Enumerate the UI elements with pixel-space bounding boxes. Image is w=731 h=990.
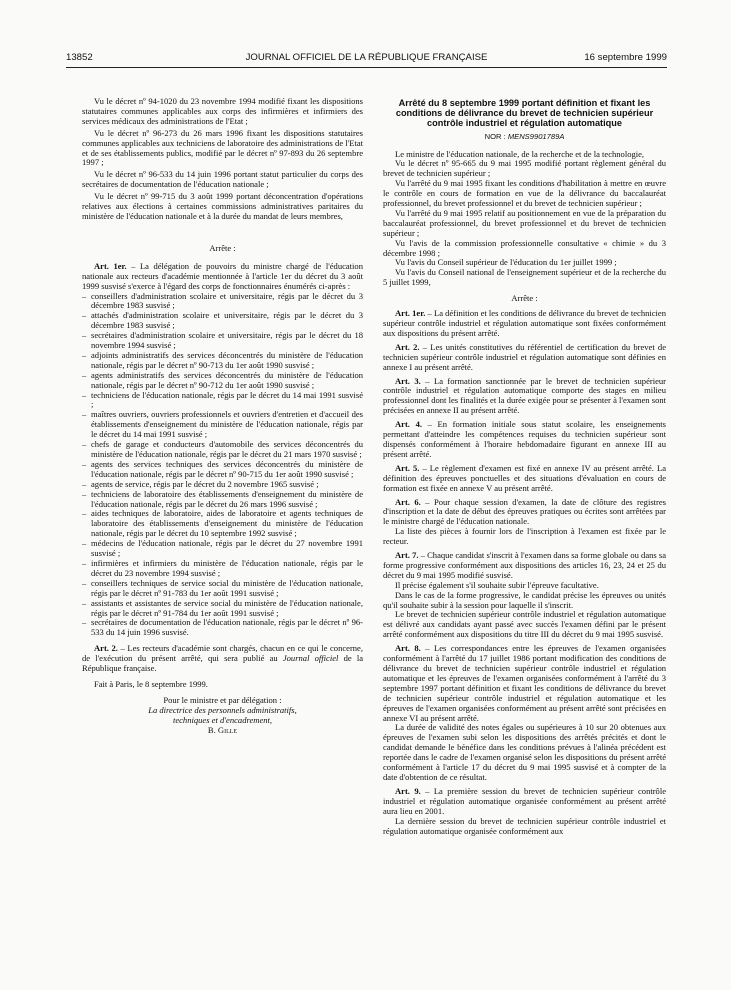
article-label: Art. 2. [94, 643, 118, 654]
article-continuation [383, 723, 666, 782]
article-label: Art. 2. [395, 341, 420, 352]
article-text: Il précise également s'il souhaite subir l'épreuve facultative. [395, 579, 599, 590]
article-text: de la République française. [82, 653, 363, 674]
list-item: – secrétaires de documentation de l'éducation nationale, régis par le décret nº 96-533 du 14 juin 1996 susvisé. [82, 618, 363, 638]
article-text: – Pour chaque session d'examen, la date de clôture des registres d'inscription et la date de début des épreuves pratiques ou écrites sont arrêtées par le ministre chargé de l'éducation nationale. [383, 496, 666, 527]
nor-reference [383, 132, 666, 142]
list-item: – chefs de garage et conducteurs d'automobile des services déconcentrés du ministère de l'éducation nationale, régis par le décret du 21 mars 1970 susvisé ; [82, 440, 363, 460]
article-label: Art. 3. [395, 375, 421, 386]
visa-paragraph: Vu l'avis du Conseil national de l'enseignement supérieur et de la recherche du 5 juillet 1999, [383, 267, 666, 288]
article-text: – Les recteurs d'académie sont chargés, chacun en ce qui le concerne, de l'exécution du présent arrêté, qui sera publié au [82, 643, 363, 664]
visa-paragraph: Vu le décret nº 96-533 du 14 juin 1996 portant statut particulier du corps des secrétaires de documentation de l'éducation nationale ; [82, 169, 363, 190]
list-item: – maîtres ouvriers, ouvriers professionnels et ouvriers d'entretien et d'accueil des établissements d'enseignement du ministère de l'éducation nationale, régis par le décret du 14 mai 1991 susvisé ; [82, 410, 363, 440]
visa-paragraph: Vu le décret nº 95-665 du 9 mai 1995 modifié portant règlement général du brevet de technicien supérieur ; [383, 158, 666, 179]
list-item: – agents administratifs des services déconcentrés du ministère de l'éducation nationale, régis par le décret nº 90-712 du 1er août 1990 susvisé ; [82, 371, 363, 391]
article-continuation [383, 817, 666, 837]
article-text: – La formation sanctionnée par le brevet de technicien supérieur contrôle industriel et régulation automatique comporte des stages en milieu professionnel dont les finalités et la durée exigée pour se présenter à l'examen sont précisées en annexe II au présent arrêté. [383, 375, 667, 416]
signature-block [82, 696, 363, 736]
list-item: – conseillers techniques de service social du ministère de l'éducation nationale, régis par le décret nº 91-783 du 1er août 1991 susvisé ; [82, 579, 363, 599]
article-paragraph [383, 644, 666, 723]
list-item: – médecins de l'éducation nationale, régis par le décret du 27 novembre 1991 susvisé ; [82, 539, 363, 559]
fait-a-paris: Fait à Paris, le 8 septembre 1999. [94, 678, 208, 689]
article-paragraph [383, 551, 666, 581]
article-paragraph [383, 377, 666, 417]
visa-paragraph: Vu l'avis de la commission professionnelle consultative « chimie » du 3 décembre 1998 ; [383, 237, 666, 258]
article-text: – Le règlement d'examen est fixé en annexe IV au présent arrêté. La définition des épreuves ponctuelles et des situations d'évaluation en cours de formation est fixée en annexe V au présent arrêté. [383, 462, 666, 493]
article-label: Art. 9. [395, 785, 421, 796]
article-text: – Les correspondances entre les épreuves de l'examen organisées conformément à l'arrêté du 17 juillet 1986 portant modification des conditions de délivrance du brevet de technicien supérieur contrôle industriel et régulation automatique et les épreuves de l'examen organisées conformément à l'arrêté du 3 septembre 1997 portant définition et fixant les conditions de délivrance du brevet de technicien supérieur contrôle industriel et régulation automatique et les épreuves de l'examen organisées conformément au présent arrêté sont précisées en annexe VI au présent arrêté. [383, 643, 666, 723]
visa-paragraph: Vu l'arrêté du 9 mai 1995 relatif au positionnement en vue de la préparation du baccalauréat professionnel, du brevet professionnel et du brevet de technicien supérieur ; [383, 207, 666, 238]
corps-list [82, 292, 363, 639]
journal-title: JOURNAL OFFICIEL DE LA RÉPUBLIQUE FRANÇAISE [245, 52, 488, 63]
visa-block [383, 150, 666, 289]
list-item: – agents des services techniques des services déconcentrés du ministère de l'éducation nationale, régis par le décret nº 90-715 du 1er août 1990 susvisé ; [82, 460, 363, 480]
arrete-title: Arrêté du 8 septembre 1999 portant définition et fixant les conditions de délivrance du brevet de technicien supérieur contrôle industriel et régulation automatique [395, 98, 654, 129]
article-continuation [383, 610, 666, 640]
article-continuation [383, 527, 666, 547]
signatory-name: B. Gille [207, 724, 238, 735]
article-text: Dans le cas de la forme progressive, le candidat précise les épreuves ou unités qu'il souhaite subir à la session pour laquelle il s'inscrit. [383, 589, 666, 610]
article-label: Art. 4. [395, 419, 422, 430]
list-item: – infirmières et infirmiers du ministère de l'éducation nationale, régis par le décret du 23 novembre 1994 susvisé ; [82, 559, 363, 579]
list-item: – agents de service, régis par le décret du 2 novembre 1965 susvisé ; [82, 480, 363, 490]
article-label: Art. 5. [395, 462, 420, 473]
article-label: Art. 6. [395, 496, 421, 507]
visa-paragraph: Vu l'avis du Conseil supérieur de l'éducation du 1er juillet 1999 ; [395, 257, 617, 268]
article-paragraph [383, 498, 666, 528]
list-item: – techniciens de laboratoire des établissements d'enseignement du ministère de l'éducation nationale, régis par le décret du 26 mars 1996 susvisé ; [82, 490, 363, 510]
left-column [82, 97, 363, 735]
article-label: Art. 1er. [395, 308, 426, 319]
page-number: 13852 [66, 52, 93, 63]
article-1 [82, 262, 363, 292]
arrete-heading: Arrête : [209, 242, 236, 253]
article-text: Le brevet de technicien supérieur contrôle industriel et régulation automatique est délivré aux candidats ayant passé avec succès l'examen défini par le présent arrêté conformément aux dispositions du titre III du décret du 9 mai 1995 susvisé. [383, 609, 666, 640]
visa-paragraph: Vu le décret nº 96-273 du 26 mars 1996 fixant les dispositions statutaires communes applicables aux techniciens de laboratoire des administrations de l'Etat et de ses établissements publics, modifié par le décret nº 97-893 du 26 septembre 1997 ; [82, 127, 363, 168]
list-item: – aides techniques de laboratoire, aides de laboratoire et agents techniques de laboratoire des établissements d'enseignement du ministère de l'éducation nationale, régis par le décret du 10 septembre 1992 susvisé ; [82, 509, 363, 539]
article-text: – La première session du brevet de technicien supérieur contrôle industriel et régulation automatique organisée conformément au présent arrêté aura lieu en 2001. [383, 785, 667, 816]
article-text: La durée de validité des notes égales ou supérieures à 10 sur 20 obtenues aux épreuves de l'examen subi selon les dispositions des arrêtés précités et dont le candidat demande le bénéfice dans les conditions prévues à l'alinéa précédent est reportée dans le cadre de l'examen organisé selon les dispositions du présent arrêté conformément à l'article 17 du décret du 9 mai 1995 susvisé et à compter de la date d'obtention de ce résultat. [383, 722, 666, 782]
article-text: La liste des pièces à fournir lors de l'inscription à l'examen est fixée par le recteur. [383, 526, 666, 547]
issue-date: 16 septembre 1999 [584, 52, 667, 63]
article-text: – En formation initiale sous statut scolaire, les enseignements permettant d'atteindre les compétences requises du technicien supérieur sont dispensés conformément à l'horaire hebdomadaire figurant en annexe III au présent arrêté. [383, 419, 666, 459]
nor-label: NOR : [484, 131, 508, 141]
visa-paragraph: Le ministre de l'éducation nationale, de la recherche et de la technologie, [395, 148, 645, 159]
header-rule [66, 67, 667, 68]
article-text: – La définition et les conditions de délivrance du brevet de technicien supérieur contrôle industriel et régulation automatique sont fixées conformément aux dispositions du présent arrêté. [383, 308, 666, 338]
article-paragraph [383, 343, 666, 373]
list-item: – techniciens de l'éducation nationale, régis par le décret du 14 mai 1991 susvisé ; [82, 391, 363, 411]
signature-title: techniques et d'encadrement, [172, 714, 273, 725]
right-column [383, 98, 666, 836]
nor-code: MENS9901789A [507, 131, 565, 141]
journal-officiel-ref: Journal officiel [282, 653, 339, 664]
signature-title: La directrice des personnels administratifs, [148, 704, 297, 715]
article-paragraph [383, 309, 666, 339]
signature-line: Pour le ministre et par délégation : [163, 694, 282, 705]
list-item: – secrétaires d'administration scolaire et universitaire, régis par le décret du 18 novembre 1994 susvisé ; [82, 331, 363, 351]
list-item: – assistants et assistantes de service social du ministère de l'éducation nationale, régis par le décret nº 91-784 du 1er août 1991 susvisé ; [82, 599, 363, 619]
arrete-heading: Arrête : [511, 293, 538, 304]
article-text: – Les unités constitutives du référentiel de certification du brevet de technicien supérieur contrôle industriel et régulation automatique sont définies en annexe I au présent arrêté. [383, 341, 666, 372]
article-continuation [383, 591, 666, 611]
list-item: – adjoints administratifs des services déconcentrés du ministère de l'éducation nationale, régis par le décret nº 90-713 du 1er août 1990 susvisé ; [82, 351, 363, 371]
article-label: Art. 1er. [94, 260, 127, 271]
article-text: – La délégation de pouvoirs du ministre chargé de l'éducation nationale aux recteurs d'académie mentionnée à l'article 1er du décret du 3 août 1999 susvisé s'exerce à l'égard des corps de fonctionnaires énumérés ci-après : [82, 260, 363, 291]
visa-paragraph: Vu le décret nº 99-715 du 3 août 1999 portant déconcentration d'opérations relatives aux élections à certaines commissions administratives paritaires du ministère de l'éducation nationale et à la durée du mandat de leurs membres, [82, 191, 363, 221]
list-item: – conseillers d'administration scolaire et universitaire, régis par le décret du 3 décembre 1983 susvisé ; [82, 292, 363, 312]
article-paragraph [383, 787, 666, 817]
visa-paragraph: Vu le décret nº 94-1020 du 23 novembre 1994 modifié fixant les dispositions statutaires communes applicables aux corps des infirmières et infirmiers des services médicaux des administrations de l'Etat ; [82, 96, 363, 126]
list-item: – attachés d'administration scolaire et universitaire, régis par le décret du 3 décembre 1983 susvisé ; [82, 311, 363, 331]
article-text: – Chaque candidat s'inscrit à l'examen dans sa forme globale ou dans sa forme progressive conformément aux dispositions des articles 16, 23, 24 et 25 du décret du 9 mai 1995 modifié susvisé. [383, 550, 666, 580]
page-header [66, 52, 667, 64]
articles-block [383, 309, 666, 836]
article-paragraph [383, 464, 666, 494]
article-paragraph [383, 420, 666, 460]
article-label: Art. 8. [395, 643, 421, 654]
visa-paragraph: Vu l'arrêté du 9 mai 1995 fixant les conditions d'habilitation à mettre en œuvre le contrôle en cours de formation en vue de la délivrance du baccalauréat professionnel, du brevet professionnel et du brevet de technicien supérieur ; [383, 178, 666, 209]
article-2 [82, 644, 363, 674]
article-text: La dernière session du brevet de technicien supérieur contrôle industriel et régulation automatique organisée conformément aux [383, 815, 666, 836]
article-label: Art. 7. [395, 550, 419, 561]
